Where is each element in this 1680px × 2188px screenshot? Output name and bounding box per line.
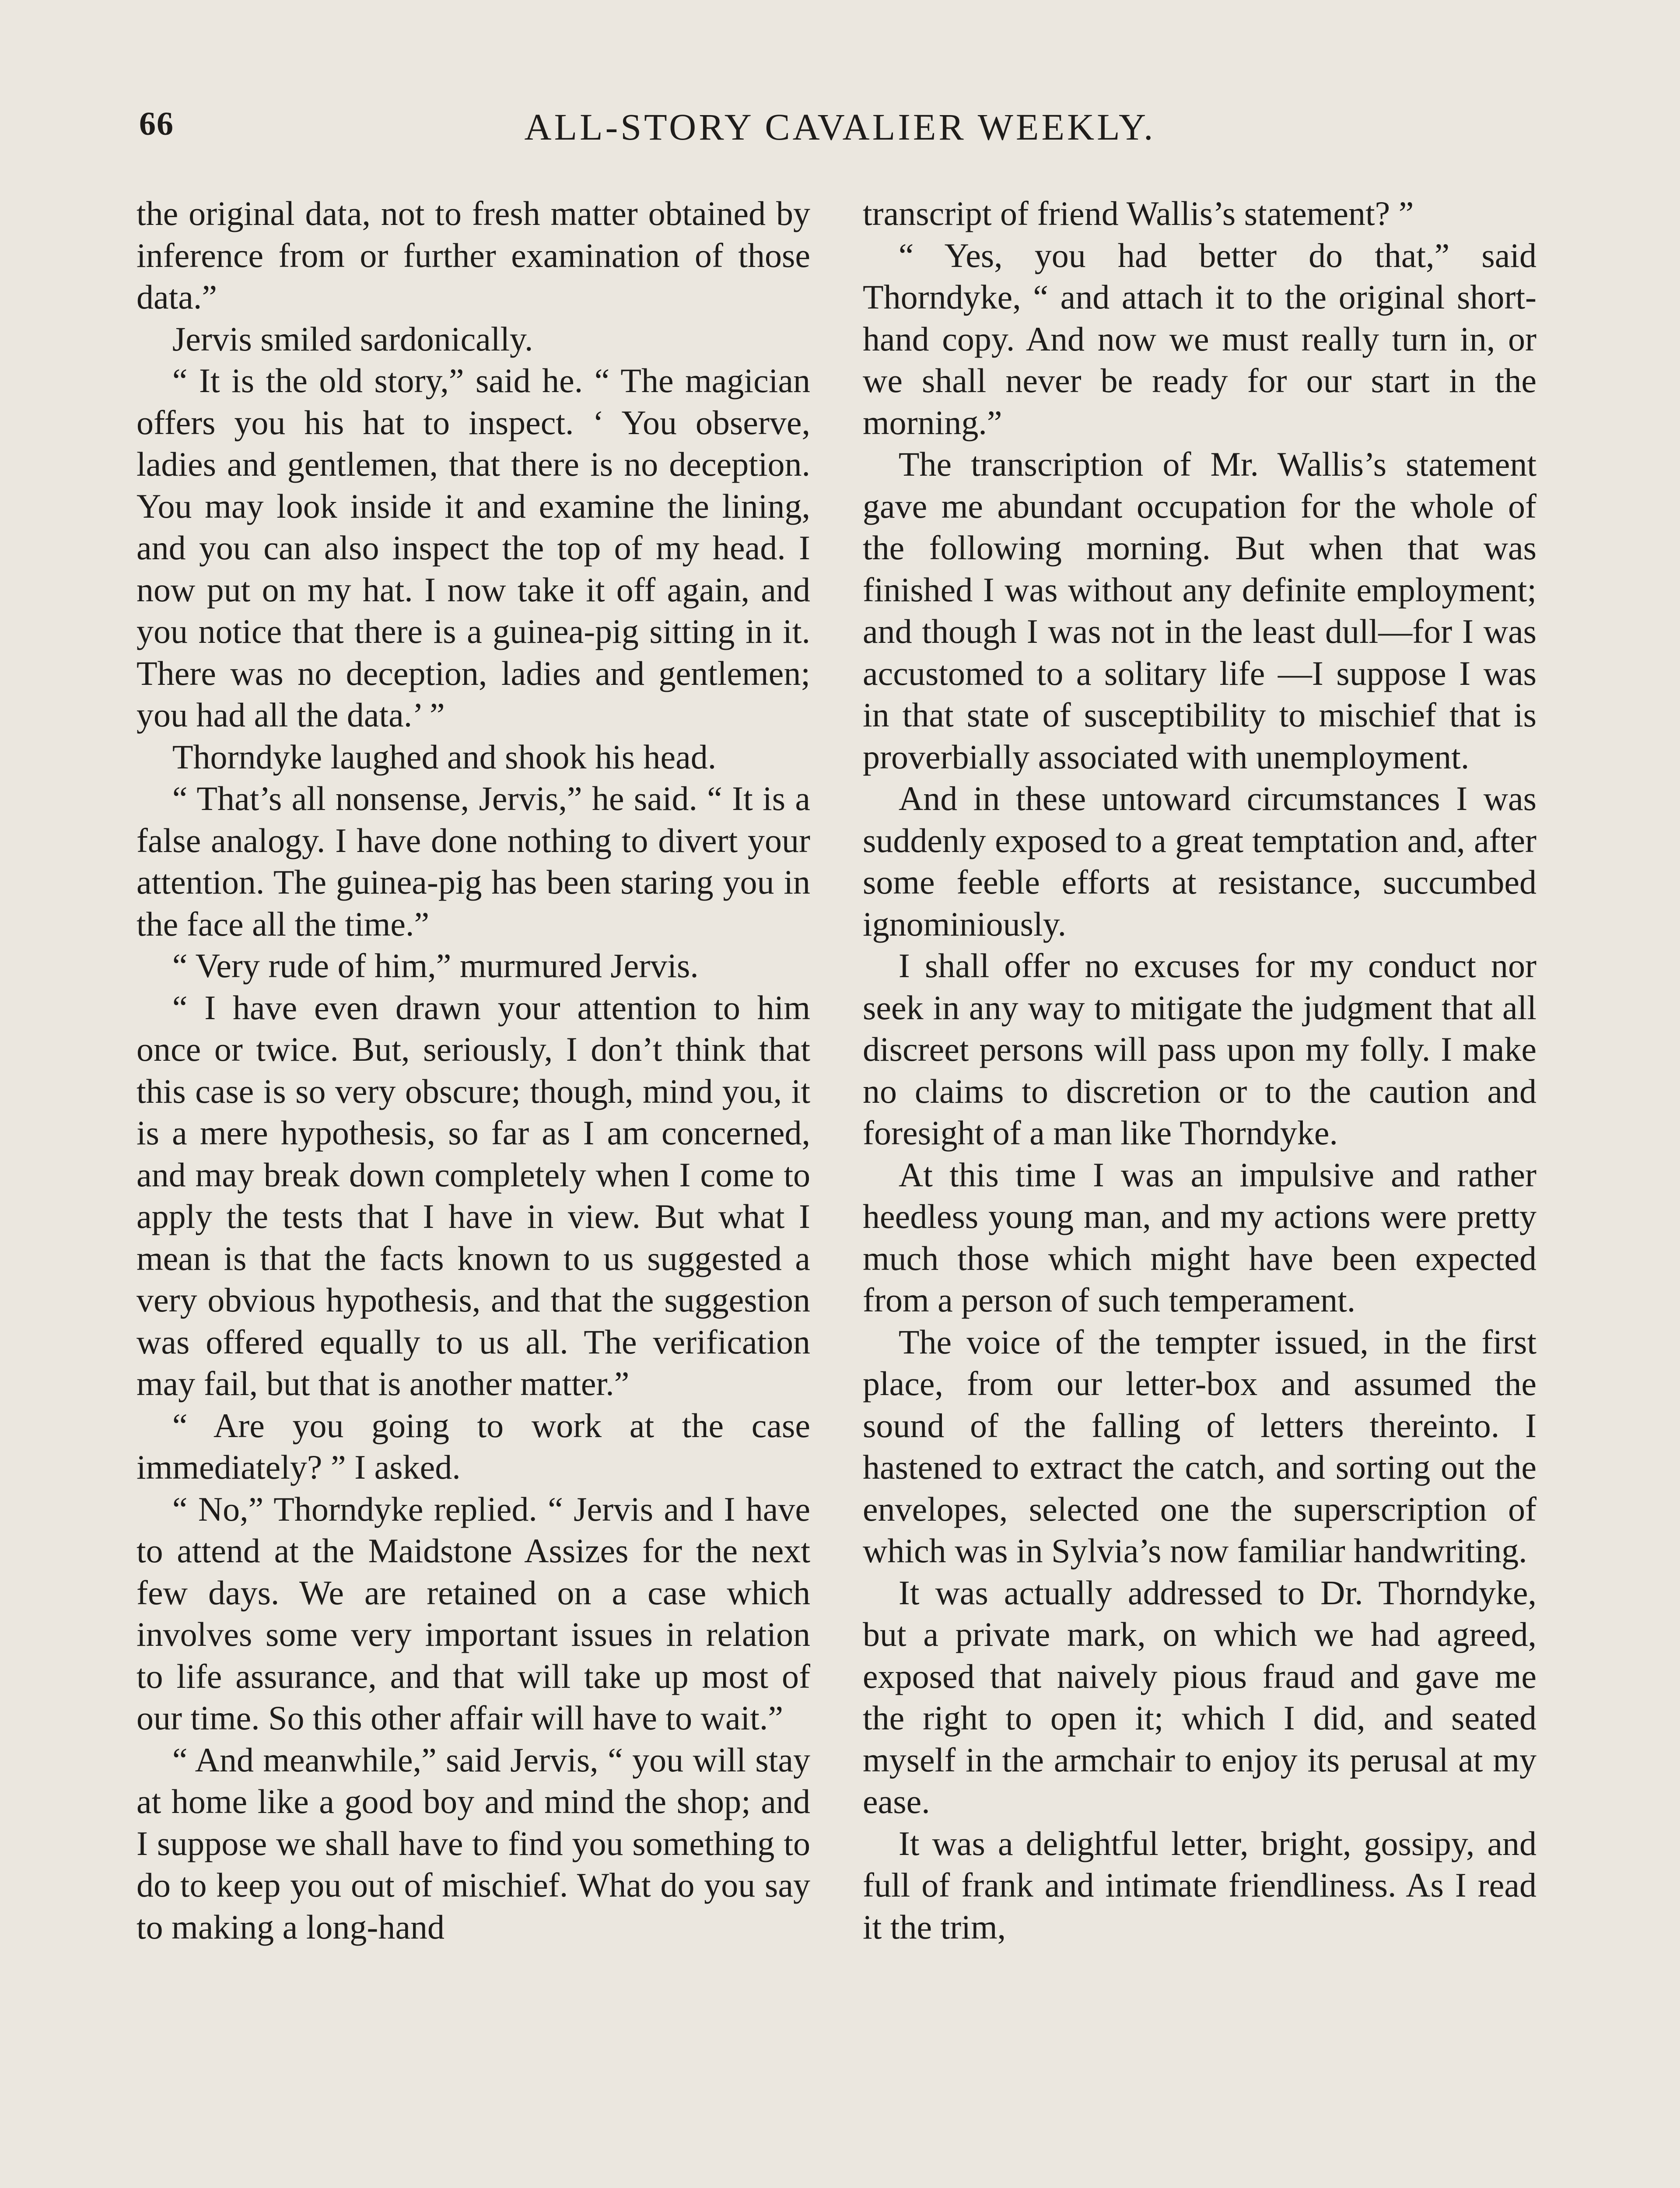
paragraph: “ That’s all nonsense, Jervis,” he said. “ It is a false analogy. I have done nothing to divert your attention. The guinea-pig has been staring you in the face all the time.” (136, 779, 810, 943)
paragraph: “ Yes, you had better do that,” said Thorndyke, “ and attach it to the original short-hand copy. And now we must really turn in, or we shall never be ready for our start in the morning.” (863, 236, 1536, 442)
paragraph: “ No,” Thorndyke replied. “ Jervis and I have to attend at the Maidstone Assizes for the next few days. We are retained on a case which involves some very important issues in relation to life assurance, and that will take up most of our time. So this other affair will have to wait.” (136, 1490, 810, 1737)
running-head: ALL-STORY CAVALIER WEEKLY. (524, 106, 1156, 148)
paragraph: It was a delightful letter, bright, gossipy, and full of frank and intimate friendliness. As I read it the trim, (863, 1824, 1536, 1946)
paragraph: It was actually addressed to Dr. Thorndyke, but a private mark, on which we had agreed, exposed that naively pious fraud and gave me the right to open it; which I did, and seated myself in the armchair to enjoy its perusal at my ease. (863, 1573, 1536, 1820)
paragraph: “ Are you going to work at the case immediately? ” I asked. (136, 1406, 810, 1486)
paragraph: “ And meanwhile,” said Jervis, “ you will stay at home like a good boy and mind the shop; and I suppose we shall have to find you something to do to keep you out of mischief. What do you say to making a long-hand (136, 1740, 810, 1946)
page-number: 66 (139, 105, 174, 142)
paragraph: I shall offer no excuses for my conduct nor seek in any way to mitigate the judgment that all discreet persons will pass upon my folly. I make no claims to discretion or to the caution and foresight of a man like Thorndyke. (863, 947, 1536, 1152)
page-header (0, 105, 1680, 153)
paragraph: “ I have even drawn your attention to him once or twice. But, seriously, I don’t think that this case is so very obscure; though, mind you, it is a mere hypothesis, so far as I am concerned, and may break down completely when I come to apply the tests that I have in view. But what I mean is that the facts known to us suggested a very obvious hypothesis, and that the suggestion was offered equally to us all. The verification may fail, but that is another matter.” (136, 988, 810, 1403)
paragraph: The voice of the tempter issued, in the first place, from our letter-box and assumed the sound of the falling of letters thereinto. I hastened to extract the catch, and sorting out the envelopes, selected one the superscription of which was in Sylvia’s now familiar handwriting. (863, 1322, 1536, 1570)
paragraph: And in these untoward circumstances I was suddenly exposed to a great temptation and, after some feeble efforts at resistance, succumbed ignominiously. (863, 779, 1536, 943)
paragraph: “ Very rude of him,” murmured Jervis. (172, 947, 699, 985)
paragraph: transcript of friend Wallis’s statement? ” (863, 194, 1414, 232)
paragraph: Thorndyke laughed and shook his head. (172, 737, 717, 776)
paragraph: Jervis smiled sardonically. (172, 319, 533, 358)
right-column (863, 193, 1536, 1948)
paragraph: “ It is the old story,” said he. “ The magician offers you his hat to inspect. ‘ You observe, ladies and gentlemen, that there is no deception. You may look inside it and examine the lining, and you can also inspect the top of my head. I now put on my hat. I now take it off again, and you notice that there is a guinea-pig sitting in it. There was no deception, ladies and gentlemen; you had all the data.’ ” (136, 361, 810, 734)
paragraph: At this time I was an impulsive and rather heedless young man, and my actions were pretty much those which might have been expected from a person of such temperament. (863, 1155, 1536, 1319)
paragraph: the original data, not to fresh matter obtained by inference from or further examination of those data.” (136, 194, 810, 316)
paragraph: The transcription of Mr. Wallis’s statement gave me abundant occupation for the whole of the following morning. But when that was finished I was without any definite employment; and though I was not in the least dull—for I was accustomed to a solitary life —I suppose I was in that state of susceptibility to mischief that is proverbially associated with unemployment. (863, 445, 1536, 776)
left-column (136, 193, 810, 1948)
